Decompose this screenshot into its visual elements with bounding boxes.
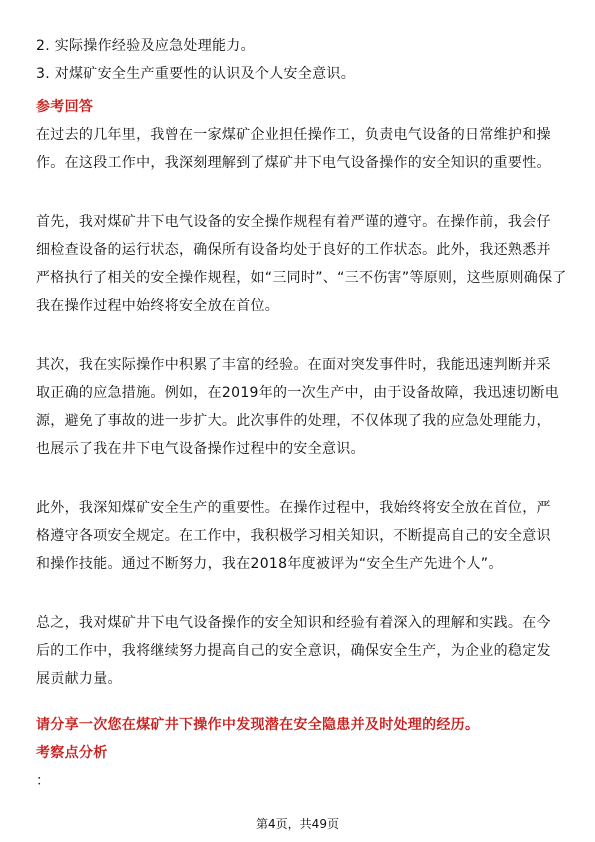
paragraph-line: 总之，我对煤矿井下电气设备操作的安全知识和经验有着深入的理解和实践。在今	[36, 615, 551, 631]
paragraph-line: 展贡献力量。	[36, 671, 122, 687]
paragraph-line: 源，避免了事故的进一步扩大。此次事件的处理，不仅体现了我的应急处理能力，	[36, 413, 551, 429]
paragraph-line: 取正确的应急措施。例如，在2019年的一次生产中，由于设备故障，我迅速切断电	[36, 385, 560, 401]
analysis-heading: 考察点分析	[36, 745, 108, 761]
paragraph-line: 和操作技能。通过不断努力，我在2018年度被评为“安全生产先进个人”。	[36, 556, 503, 572]
paragraph-line: 严格执行了相关的安全操作规程，如“三同时”、“三不伤害”等原则，这些原则确保了	[36, 270, 567, 286]
answer-heading: 参考回答	[36, 99, 94, 115]
paragraph-line: 我在操作过程中始终将安全放在首位。	[36, 298, 280, 314]
paragraph-line: 作。在这段工作中，我深刻理解到了煤矿井下电气设备操作的安全知识的重要性。	[36, 155, 551, 171]
analysis-colon: ：	[36, 773, 51, 789]
list-item-3: 3. 对煤矿安全生产重要性的认识及个人安全意识。	[36, 66, 356, 82]
paragraph-line: 后的工作中，我将继续努力提高自己的安全意识，确保安全生产，为企业的稳定发	[36, 643, 551, 659]
paragraph-line: 其次，我在实际操作中积累了丰富的经验。在面对突发事件时，我能迅速判断并采	[36, 357, 551, 373]
paragraph-line: 细检查设备的运行状态，确保所有设备均处于良好的工作状态。此外，我还熟悉并	[36, 242, 551, 258]
paragraph-line: 格遵守各项安全规定。在工作中，我积极学习相关知识，不断提高自己的安全意识	[36, 528, 551, 544]
paragraph-line: 此外，我深知煤矿安全生产的重要性。在操作过程中，我始终将安全放在首位，严	[36, 500, 551, 516]
paragraph-line: 首先，我对煤矿井下电气设备的安全操作规程有着严谨的遵守。在操作前，我会仔	[36, 214, 551, 230]
interview-question: 请分享一次您在煤矿井下操作中发现潜在安全隐患并及时处理的经历。	[36, 717, 480, 733]
list-item-2: 2. 实际操作经验及应急处理能力。	[36, 38, 255, 54]
page-footer: 第4页，共49页	[256, 817, 339, 831]
paragraph-line: 在过去的几年里，我曾在一家煤矿企业担任操作工，负责电气设备的日常维护和操	[36, 127, 551, 143]
paragraph-line: 也展示了我在井下电气设备操作过程中的安全意识。	[36, 441, 365, 457]
